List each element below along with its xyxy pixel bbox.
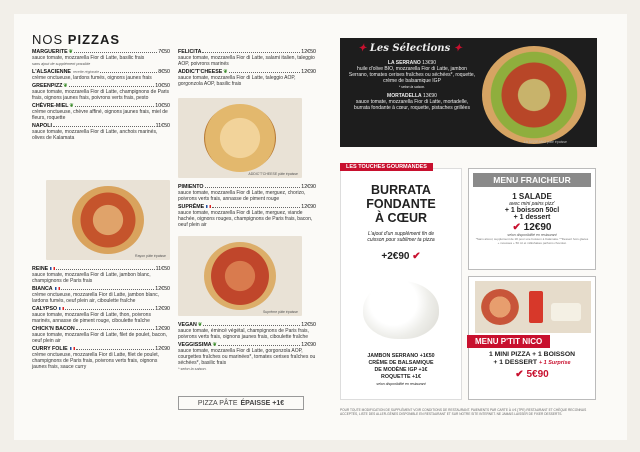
item-description: sauce tomate, mozzarella Fior di Latte, basilic frais (32, 55, 145, 61)
french-flag-icon (206, 205, 211, 208)
fraicheur-line3: + 1 dessert (513, 214, 551, 221)
item-name: PIMIENTO (178, 184, 204, 190)
pizza-list-col2b (178, 184, 316, 230)
menu-item (32, 69, 170, 81)
thick-crust-badge: PIZZA PÂTE ÉPAISSE +1€ (178, 396, 304, 410)
french-flag-icon (59, 307, 64, 310)
burrata-title: BURRATA FONDANTE À CŒUR (366, 183, 436, 225)
item-name: GREENPIZZ (32, 83, 63, 89)
item-description: crème onctueuse, chèvre affiné, oignons jaunes frais, miel de fleurs, roquette (32, 109, 168, 121)
item-description: sauce tomate, mozzarella Fior di Latte, merguez, viande hachée, oignons rouges, champignons de Paris frais, bacon, oeuf plein air (178, 210, 313, 228)
nico-price: ✔ 5€90 (515, 369, 549, 380)
french-flag-icon (70, 347, 75, 350)
pizza-photo-2 (178, 98, 302, 178)
photo-caption: ADDIC'T'CHEESE pâte épaisse (248, 172, 298, 176)
dot-leader (203, 325, 300, 326)
page-title: NOS PIZZAS (32, 32, 121, 47)
item-description: sauce tomate, mozzarella Fior di Latte, champignons de Paris frais, oignons jaunes frais, poivrons verts frais, pesto (32, 89, 170, 101)
item-price: 12€50 (155, 286, 170, 292)
dot-leader (75, 106, 155, 107)
item-price: 10€50 (155, 103, 170, 109)
item-price: 10€50 (155, 83, 170, 89)
dot-leader (61, 289, 155, 290)
vegetarian-leaf-icon: ❦ (63, 83, 68, 89)
menu-item (178, 184, 316, 202)
drink-image (529, 291, 543, 323)
menu-item (178, 342, 316, 372)
vegetarian-leaf-icon: ❦ (197, 322, 203, 328)
item-name: MARGUERITE (32, 49, 68, 55)
item-price: 7€50 (158, 49, 170, 55)
ptit-nico-photo (475, 281, 591, 333)
menu-item (32, 286, 170, 304)
dot-leader (69, 86, 155, 87)
item-description: sauce tomate, mozzarella Fior di Latte, merguez, chorizo, poivrons verts frais, annasse de piment rouge (178, 190, 306, 202)
dot-leader (76, 329, 155, 330)
item-price: 12€90 (301, 342, 316, 348)
item-name: NAPOLI (32, 123, 53, 129)
item-name: CHÈVRE-MIEL (32, 103, 69, 109)
dot-leader (229, 72, 301, 73)
item-price: 12€50 (301, 322, 316, 328)
item-name: REINE (32, 266, 49, 272)
selections-panel (340, 38, 597, 147)
item-description: sauce tomate, mozzarella Fior di Latte, thon, poivrons marinés, annasse de piment rouge, ciboulette fraîche (32, 312, 151, 324)
item-price: 12€90 (301, 184, 316, 190)
item-price: 8€50 (158, 69, 170, 75)
item-description: sauce tomate, mozzarella Fior di Latte, salami italien, taleggio AOP, poivrons marinés (178, 55, 315, 67)
vegetarian-leaf-icon: ❦ (223, 69, 228, 75)
dot-leader (76, 349, 155, 350)
fraicheur-line1: 1 SALADE (512, 192, 552, 201)
item-name: VEGGISSIMA (178, 342, 212, 348)
selection-mortadella: MORTADELLA 13€90 sauce tomate, mozzarella Fior di Latte, mortadelle, burrata fondante à cœur, roquette, pistaches grillées (354, 93, 470, 111)
pizza-list-col1b (32, 266, 170, 372)
pizza-list-col2c (178, 322, 316, 374)
menu-item (178, 49, 316, 67)
item-price: 12€90 (155, 306, 170, 312)
item-description: sauce tomate, mozzarella Fior di Latte, filet de poulet, bacon, oeuf plein air (32, 332, 168, 344)
item-description: sauce tomate, mozzarella Fior di Latte, gorgonzola AOP, courgettes fraîches ou marinées*, tomates cerises fraîches ou séchées*, basilic frais (178, 348, 316, 366)
item-name: FELICITA (178, 49, 202, 55)
item-description: sauce tomate, émincé végétal, champignons de Paris frais, poivrons verts frais, oignons jaunes frais, ciboulette fraîche (178, 328, 309, 340)
french-flag-icon (50, 267, 55, 270)
item-description: crème onctueuse, mozzarella Fior di Latte, jambon blanc, lardons fumés, oeuf plein air, ciboulette fraîche (32, 292, 160, 304)
menu-item (32, 266, 170, 284)
item-name: CALYPSO (32, 306, 58, 312)
dot-leader (53, 126, 155, 127)
fraicheur-fineprint: *Sans alcool, supplément de 1€ pour une boisson à Kalamata. **Dessert hors glaces + mousses + 50 ml et milkshakes parfums chocolat. (475, 237, 589, 245)
item-name: ADDIC'T'CHEESE (178, 69, 223, 75)
item-price: 12€90 (155, 346, 170, 352)
touches-gourmandes-box (340, 164, 462, 400)
item-name: SUPRÊME (178, 204, 205, 210)
pizza-list-col1 (32, 49, 170, 143)
dot-leader (212, 207, 300, 208)
pizza-image (72, 186, 144, 254)
ptit-nico-title: MENU P'TIT NICO (467, 335, 550, 348)
item-price: 11€50 (155, 266, 170, 272)
selection-serrano: LA SERRANO 13€90 huile d'olive BIO, mozzarella Fior di Latte, jambon Serrano, tomates cerises fraîches ou séchées*, roquette, crème de balsamique IGP * selon la saison. (348, 60, 476, 89)
menu-fraicheur-box (468, 168, 596, 270)
pizza-photo-3 (178, 236, 302, 316)
item-extra: sans ajout de supplément possible (32, 62, 91, 66)
selections-items (348, 60, 476, 111)
dot-leader (205, 187, 301, 188)
vegetarian-leaf-icon: ❦ (212, 342, 217, 348)
item-description: sauce tomate, mozzarella Fior di Latte, taleggio AOP, gorgonzola AOP, basilic frais (178, 75, 296, 87)
item-price: 12€90 (301, 204, 316, 210)
photo-caption: Rayon pâte épaisse (135, 254, 166, 258)
burrata-tagline: L'ajout d'un supplément fin de cuisson pour sublimer ta pizza (367, 231, 435, 243)
mini-pizza-image (481, 289, 519, 325)
burrata-image (363, 281, 439, 339)
fraicheur-line1b: avec mini pains pizz' (509, 201, 555, 207)
selections-caption: LA SERRANO pâte épaisse (523, 140, 567, 144)
fraicheur-price: ✔ 12€90 (512, 222, 552, 233)
burrata-price: +2€90 ✔ (381, 251, 421, 262)
dot-leader (74, 52, 157, 53)
menu-ptit-nico-box (468, 276, 596, 400)
menu-fraicheur-title: MENU FRAICHEUR (473, 173, 591, 187)
pizza-list-col2 (178, 49, 316, 89)
menu-item (178, 69, 316, 87)
pizza-image (204, 104, 276, 172)
item-name: CURRY FOLIE (32, 346, 68, 352)
touches-label: LES TOUCHES GOURMANDES (340, 163, 433, 171)
pizza-photo-1 (46, 180, 170, 260)
serrano-pizza-image (482, 46, 586, 144)
dot-leader (56, 269, 154, 270)
pizza-image (204, 242, 276, 310)
item-price: 11€50 (155, 123, 170, 129)
menu-item (32, 326, 170, 344)
menu-item (178, 322, 316, 340)
fraicheur-note: selon disponibilité en restaurant (507, 233, 557, 237)
item-name: BIANCA (32, 286, 53, 292)
nico-line2: + 1 DESSERT + 1 Surprise (493, 359, 571, 366)
item-extra: * selon la saison. (178, 367, 207, 371)
dot-leader (202, 52, 300, 53)
item-description: sauce tomate, mozzarella Fior di Latte, jambon blanc, champignons de Paris frais (32, 272, 151, 284)
menu-item (32, 83, 170, 101)
footer-fineprint: POUR TOUTE MODIFICATION DE SUPPLÉMENT VOIR CONDITIONS DE RESTAURANT. PAIEMENTS PAR CARTE À 4 € (TPE) RESTAURANT ET CHÈQUE RECONNUS ACCEPTÉS, LISTE DES ALLER-GÈNES DISPONIBLE EN RESTAURANT ET SUR NOTRE SITE INTERNET. NE JAMAIS LAISSER DE FIXER DESSERTS. (340, 408, 587, 416)
photo-caption: Suprême pâte épaisse (262, 310, 298, 314)
menu-item (32, 103, 170, 121)
menu-item (178, 204, 316, 228)
french-flag-icon (55, 287, 60, 290)
dessert-image (551, 303, 581, 321)
item-name: VEGAN (178, 322, 197, 328)
item-name: CHICK'N BACON (32, 326, 75, 332)
item-description: crème onctueuse, mozzarella Fior di Latte, filet de poulet, champignons de Paris frais, poivrons verts frais, oignons jaunes frais, sauce curry (32, 352, 160, 370)
nico-line1: 1 MINI PIZZA + 1 BOISSON (488, 351, 576, 358)
item-price: 12€50 (301, 49, 316, 55)
item-price: 12€90 (155, 326, 170, 332)
dot-leader (100, 72, 157, 73)
menu-item (32, 123, 170, 141)
item-description: sauce tomate, mozzarella Fior di Latte, anchois marinés, olives de Kalamata (32, 129, 158, 141)
item-description: crème onctueuse, lardons fumés, oignons jaunes frais (32, 75, 152, 81)
item-name: L'ALSACIENNE (32, 69, 71, 75)
vegetarian-leaf-icon: ❦ (68, 49, 73, 55)
menu-item (32, 306, 170, 324)
extras-list: JAMBON SERRANO +1€50 CRÈME DE BALSAMIQUE DE MODÈNE IGP +1€ ROQUETTE +1€ selon disponibilité en restaurant (367, 353, 435, 386)
menu-item (32, 49, 170, 67)
fraicheur-line2: + 1 boisson 50cl (504, 207, 560, 214)
menu-item (32, 346, 170, 370)
item-note: recette régionale (72, 70, 100, 74)
selections-title: ✦ Les Sélections ✦ (358, 43, 463, 54)
dot-leader (218, 345, 301, 346)
dot-leader (65, 309, 154, 310)
item-price: 12€90 (301, 69, 316, 75)
vegetarian-leaf-icon: ❦ (69, 103, 74, 109)
